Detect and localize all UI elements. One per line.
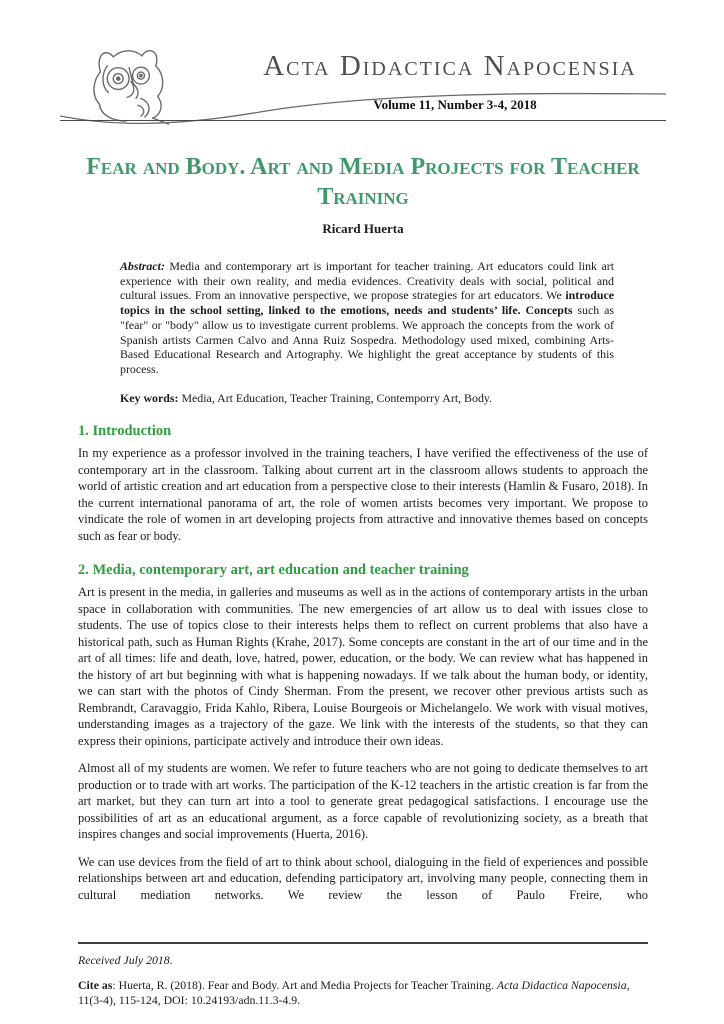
cite-as-label: Cite as bbox=[78, 978, 113, 992]
abstract-label: Abstract: bbox=[120, 259, 165, 273]
journal-name: Acta Didactica Napocensia bbox=[263, 50, 637, 82]
article-body bbox=[78, 122, 648, 940]
section-heading-introduction: 1. Introduction bbox=[78, 423, 172, 440]
header-rule bbox=[60, 120, 666, 121]
abstract bbox=[120, 259, 614, 377]
paragraph: Almost all of my students are women. We refer to future teachers who are not going to dedicate themselves to art production or to trade with art works. The participation of the K-12 teachers in the artistic creation is far from the art market, but they can turn art into a tool to generate great pedagogical satisfactions. I encourage use the possibilities of art as an educational argument, as a force capable of revolutionizing society, as a breath that inspires changes and social improvements (Huerta, 2016). bbox=[78, 761, 648, 842]
keywords-text: Media, Art Education, Teacher Training, Contemporry Art, Body. bbox=[178, 390, 493, 405]
abstract-bold-text: introduce topics in the school setting, linked to the emotions, needs and students’ life. Concepts bbox=[120, 288, 614, 318]
abstract-text: Media and contemporary art is important for teacher training. Art educators could link art experience with their own reality, and media evidences. Creativity deals with social, political and cultural issues. From an innovative perspective, we propose strategies for art educators. We bbox=[120, 259, 614, 303]
keywords bbox=[120, 391, 614, 406]
paragraph: In my experience as a professor involved in the training teachers, I have verified the effectiveness of the use of contemporary art in the classroom. Talking about current art in the classroom allows students to approach the world of artistic creation and art education from a perspective close to their interests (Hamlin & Fusaro, 2018). In the current international panorama of art, the role of women artists becomes very important. We propose to vindicate the role of women in art developing projects from attractive and innovative themes based on concepts such as fear or body. bbox=[78, 446, 648, 543]
footer-rule bbox=[78, 942, 648, 944]
paragraph: Art is present in the media, in galleries and museums as well as in the actions of contemporary artists in the urban space in collaboration with communities. The new emergencies of art allow us to deal with issues close to students. The use of topics close to their interests helps them to reflect on current problems that also have a historical path, such as Human Rights (Krahe, 2017). Some concepts are constant in the art of our time and in the art of all times: life and death, love, hatred, power, education, or the body. We can review what has happened in the history of art but beginning with what is happening nowadays. If we talk about the human body, or identity, we can start with the photos of Cindy Sherman. From the present, we recover other previous artists such as Rembrandt, Caravaggio, Frida Kahlo, Ribera, Louise Bourgeois or Michelangelo. We work with visual motives, understanding images as a trajectory of the gaze. We link with the interests of the students, so that they can express their opinions, participate actively and introduce their own ideas. bbox=[78, 585, 648, 748]
section-heading-media: 2. Media, contemporary art, art education and teacher training bbox=[78, 562, 469, 579]
abstract-text: such as "fear" or "body" allow us to investigate current problems. We approach the concepts from the work of Spanish artists Carmen Calvo and Anna Ruiz Sospedra. Methodology used mixed, combining Arts-Based Educational Research and Artography. We highlight the great acceptance by students of this process. bbox=[120, 303, 615, 376]
section-media-art-education bbox=[78, 562, 648, 903]
citation bbox=[78, 978, 648, 1008]
paper-title: Fear and Body. Art and Media Projects for Teacher Training bbox=[86, 154, 640, 210]
section-introduction bbox=[78, 423, 648, 544]
page-footer bbox=[78, 942, 648, 1008]
citation-text: 11(3-4), 115-124, DOI: 10.24193/adn.11.3-4.9. bbox=[78, 992, 301, 1007]
paragraph: We can use devices from the field of art to think about school, dialoguing in the field of experiences and possible relationships between art and education, defending participatory art, involving many people, connecting them in cultural mediation networks. We review the lesson of Paulo Freire, who bbox=[78, 854, 648, 902]
received-date: Received July 2018. bbox=[78, 953, 173, 967]
volume-line: Volume 11, Number 3-4, 2018 bbox=[373, 97, 537, 112]
author-name: Ricard Huerta bbox=[322, 221, 404, 236]
journal-header bbox=[0, 0, 724, 122]
keywords-label: Key words: bbox=[120, 390, 179, 405]
citation-journal-italic: Acta Didactica Napocensia, bbox=[496, 978, 630, 992]
citation-text: : Huerta, R. (2018). Fear and Body. Art and Media Projects for Teacher Training. bbox=[112, 978, 497, 992]
